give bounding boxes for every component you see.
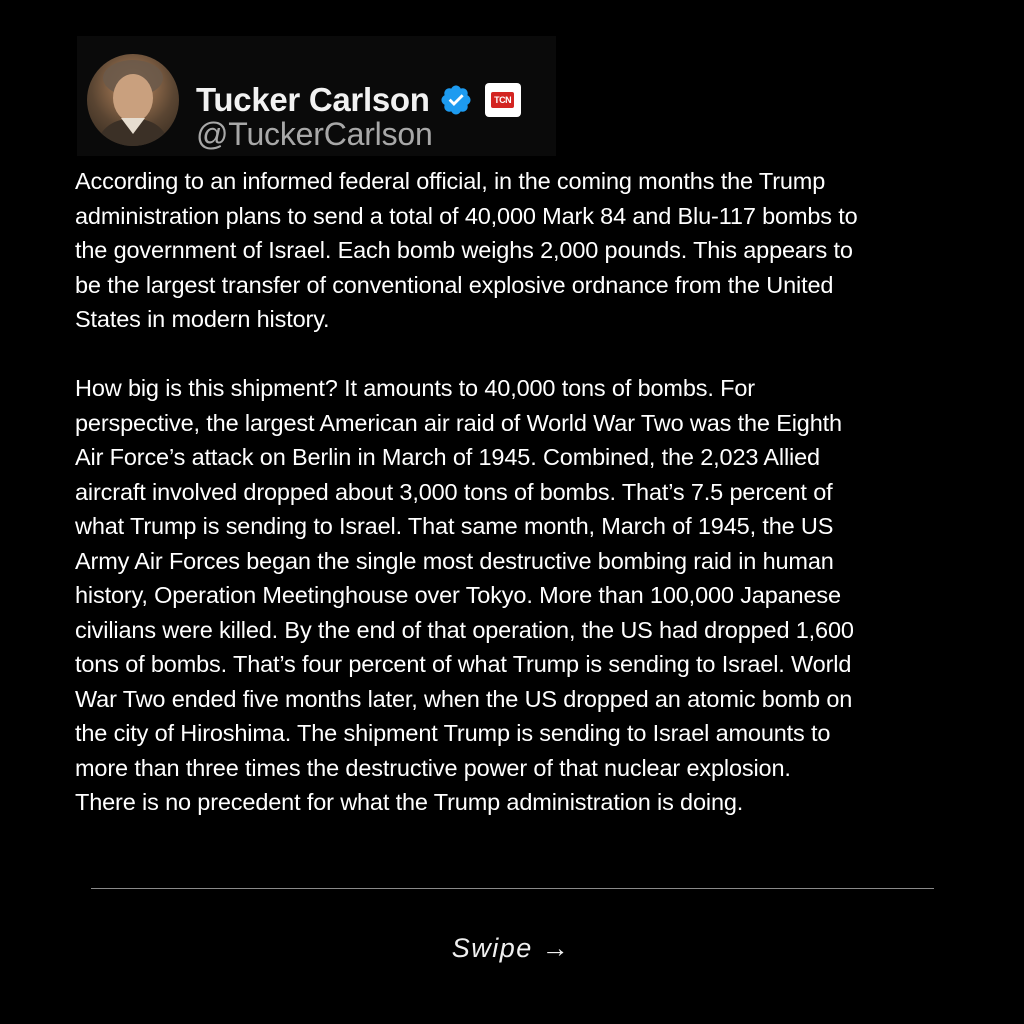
body-line: the government of Israel. Each bomb weighs 2,000 pounds. This appears to bbox=[75, 237, 853, 263]
verified-check-icon bbox=[439, 83, 473, 117]
avatar[interactable] bbox=[87, 54, 179, 146]
body-line: the city of Hiroshima. The shipment Trump is sending to Israel amounts to bbox=[75, 720, 831, 746]
body-line: How big is this shipment? It amounts to 40,000 tons of bombs. For bbox=[75, 375, 755, 401]
body-line: War Two ended five months later, when the US dropped an atomic bomb on bbox=[75, 685, 853, 712]
author-handle[interactable]: @TuckerCarlson bbox=[196, 116, 433, 152]
body-line: history, Operation Meetinghouse over Tokyo. More than 100,000 Japanese bbox=[75, 582, 841, 608]
body-line: According to an informed federal official, in the coming months the Trump bbox=[75, 168, 826, 194]
paragraph-2 bbox=[75, 371, 985, 820]
author-name[interactable]: Tucker Carlson bbox=[196, 81, 430, 118]
body-line: civilians were killed. By the end of that operation, the US had dropped 1,600 bbox=[75, 616, 854, 643]
body-line: administration plans to send a total of 40,000 Mark 84 and Blu-117 bombs to bbox=[75, 202, 858, 229]
body-line: Air Force’s attack on Berlin in March of 1945. Combined, the 2,023 Allied bbox=[75, 444, 820, 470]
swipe-prompt[interactable]: Swipe → bbox=[451, 933, 571, 963]
paragraph-spacer bbox=[75, 337, 985, 372]
post-body bbox=[75, 164, 985, 820]
paragraph-1 bbox=[75, 164, 985, 337]
body-line: what Trump is sending to Israel. That same month, March of 1945, the US bbox=[75, 513, 834, 539]
body-line: Army Air Forces began the single most destructive bombing raid in human bbox=[75, 547, 834, 574]
body-line: States in modern history. bbox=[75, 306, 330, 332]
body-line: aircraft involved dropped about 3,000 tons of bombs. That’s 7.5 percent of bbox=[75, 478, 833, 505]
body-line: more than three times the destructive power of that nuclear explosion. bbox=[75, 754, 791, 781]
divider bbox=[91, 888, 934, 889]
body-line: There is no precedent for what the Trump administration is doing. bbox=[75, 789, 744, 815]
affiliation-badge-icon[interactable] bbox=[485, 83, 521, 117]
affiliation-badge-label: TCN bbox=[491, 92, 514, 108]
body-line: perspective, the largest American air raid of World War Two was the Eighth bbox=[75, 409, 842, 436]
body-line: be the largest transfer of conventional explosive ordnance from the United bbox=[75, 271, 834, 298]
body-line: tons of bombs. That’s four percent of what Trump is sending to Israel. World bbox=[75, 651, 852, 677]
